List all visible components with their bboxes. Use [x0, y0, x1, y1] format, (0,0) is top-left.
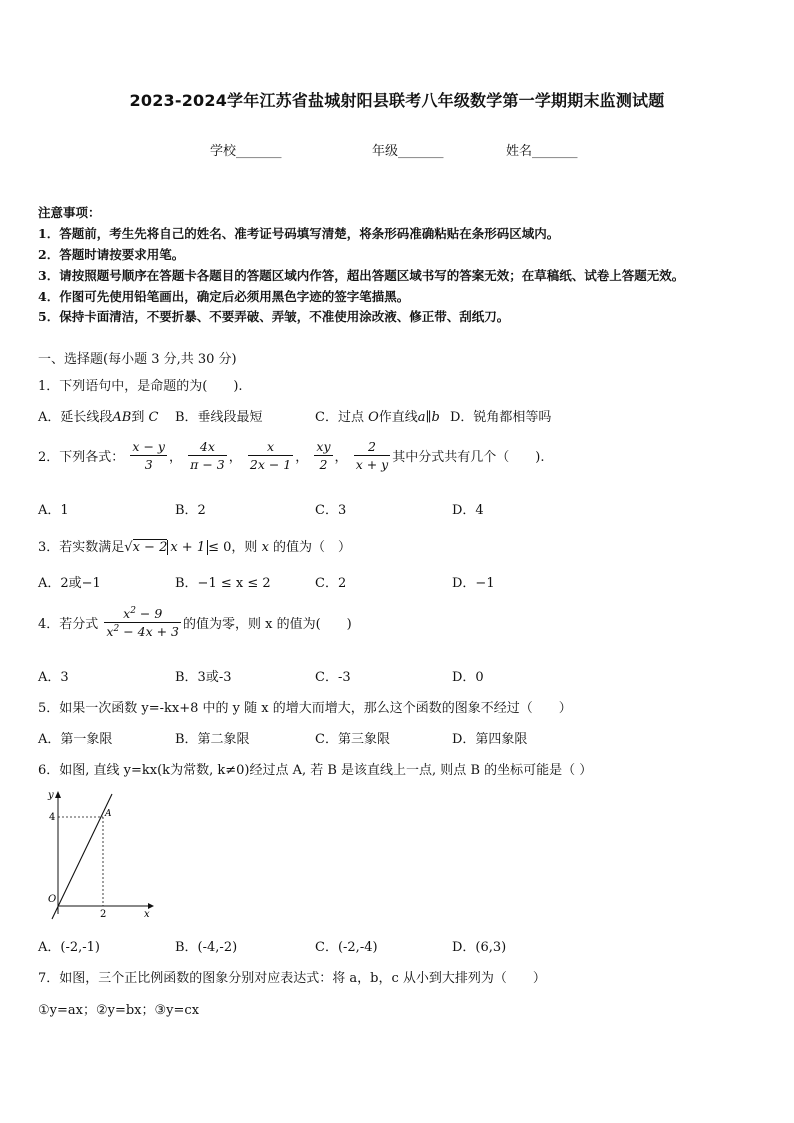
note-item-3: 3．请按照题号顺序在答题卡各题目的答题区域内作答，超出答题区域书写的答案无效；在草稿纸、试卷上答题无效。	[38, 268, 685, 283]
line-graph-figure	[36, 786, 160, 922]
question-4-stem: 4．若分式 $\frac{x^2 - 9}{x^2 - 4x + 3}$ 的值为零，则 x 的值为( )	[38, 606, 352, 640]
question-2-stem: 2．下列各式： $\frac{x - y}{3}$ ， $\frac{4x}{\pi - 3}$ ， $\frac{x}{2x - 1}$ ， $\frac{xy}{2}$ ， $\frac{2}{x + y}$ 其中分式共有几个（ ).	[38, 439, 545, 472]
question-2-option-a: A．1	[38, 503, 69, 518]
question-4-option-c: C．-3	[315, 670, 351, 685]
question-4-option-a: A．3	[38, 670, 69, 685]
question-1-option-a: A．延长线段AB到 C	[38, 410, 159, 425]
grade-field: 年级_______	[372, 144, 444, 159]
question-5-option-d: D．第四象限	[452, 732, 528, 747]
y-axis-arrow	[55, 791, 61, 798]
question-3-option-d: D．−1	[452, 576, 495, 591]
question-4-option-d: D．0	[452, 670, 484, 685]
question-1-option-c: C．过点 O作直线a∥b	[315, 410, 440, 425]
question-2-option-d: D．4	[452, 503, 484, 518]
question-3-option-a: A．2或−1	[38, 576, 101, 591]
x-tick-label: 2	[100, 909, 107, 920]
question-5-option-c: C．第三象限	[315, 732, 390, 747]
fraction-q4: $\frac{x^2 - 9}{x^2 - 4x + 3}$	[106, 606, 180, 640]
fraction-4: $\frac{xy}{2}$	[316, 439, 331, 472]
school-field: 学校_______	[210, 144, 282, 159]
fraction-5: $\frac{2}{x + y}$	[355, 439, 389, 472]
question-1-option-d: D．锐角都相等吗	[450, 410, 552, 425]
question-6-option-b: B．(-4,-2)	[175, 940, 238, 955]
question-3-stem: 3．若实数满足√x − 2 x + 1 ≤ 0，则 x 的值为（ ）	[38, 540, 352, 555]
y-axis-label: y	[48, 790, 54, 801]
point-a-label: A	[105, 809, 112, 819]
origin-label: O	[48, 894, 57, 905]
question-1-option-b: B．垂线段最短	[175, 410, 263, 425]
question-5-option-b: B．第二象限	[175, 732, 250, 747]
question-2-option-b: B．2	[175, 503, 206, 518]
x-axis-label: x	[144, 909, 150, 920]
fraction-2: $\frac{4x}{\pi - 3}$	[190, 439, 225, 472]
question-3-option-b: B．−1 ≤ x ≤ 2	[175, 576, 271, 591]
name-field: 姓名_______	[506, 144, 578, 159]
question-6-option-a: A．(-2,-1)	[38, 940, 100, 955]
question-7-expressions: ①y=ax；②y=bx；③y=cx	[38, 1003, 200, 1018]
fraction-1: $\frac{x - y}{3}$	[132, 439, 165, 472]
note-item-1: 1．答题前，考生先将自己的姓名、准考证号码填写清楚，将条形码准确粘贴在条形码区域内。	[38, 226, 560, 241]
y-tick-label: 4	[49, 812, 56, 823]
question-6-option-d: D．(6,3)	[452, 940, 507, 955]
question-4-option-b: B．3或-3	[175, 670, 232, 685]
note-item-4: 4．作图可先使用铅笔画出，确定后必须用黑色字迹的签字笔描黑。	[38, 289, 410, 304]
line-y-kx	[52, 794, 112, 919]
fraction-3: $\frac{x}{2x - 1}$	[249, 439, 292, 472]
question-2-option-c: C．3	[315, 503, 347, 518]
question-5-stem: 5．如果一次函数 y=-kx+8 中的 y 随 x 的增大而增大，那么这个函数的图象不经过（ ）	[38, 701, 572, 716]
note-item-2: 2．答题时请按要求用笔。	[38, 247, 185, 262]
note-item-5: 5．保持卡面清洁，不要折暴、不要弄破、弄皱，不准使用涂改液、修正带、刮纸刀。	[38, 309, 510, 324]
question-6-option-c: C．(-2,-4)	[315, 940, 378, 955]
question-6-stem: 6．如图, 直线 y=kx(k为常数, k≠0)经过点 A, 若 B 是该直线上一点, 则点 B 的坐标可能是（ ）	[38, 763, 593, 778]
question-3-option-c: C．2	[315, 576, 347, 591]
notes-heading: 注意事项：	[38, 205, 101, 220]
question-5-option-a: A．第一象限	[38, 732, 113, 747]
question-1-stem: 1．下列语句中，是命题的为( ).	[38, 379, 243, 394]
question-7-stem: 7．如图，三个正比例函数的图象分别对应表达式：将 a，b，c 从小到大排列为（ ）	[38, 971, 546, 986]
page-title: 2023-2024学年江苏省盐城射阳县联考八年级数学第一学期期末监测试题	[129, 91, 665, 110]
section-heading: 一、选择题(每小题 3 分,共 30 分)	[38, 352, 237, 367]
